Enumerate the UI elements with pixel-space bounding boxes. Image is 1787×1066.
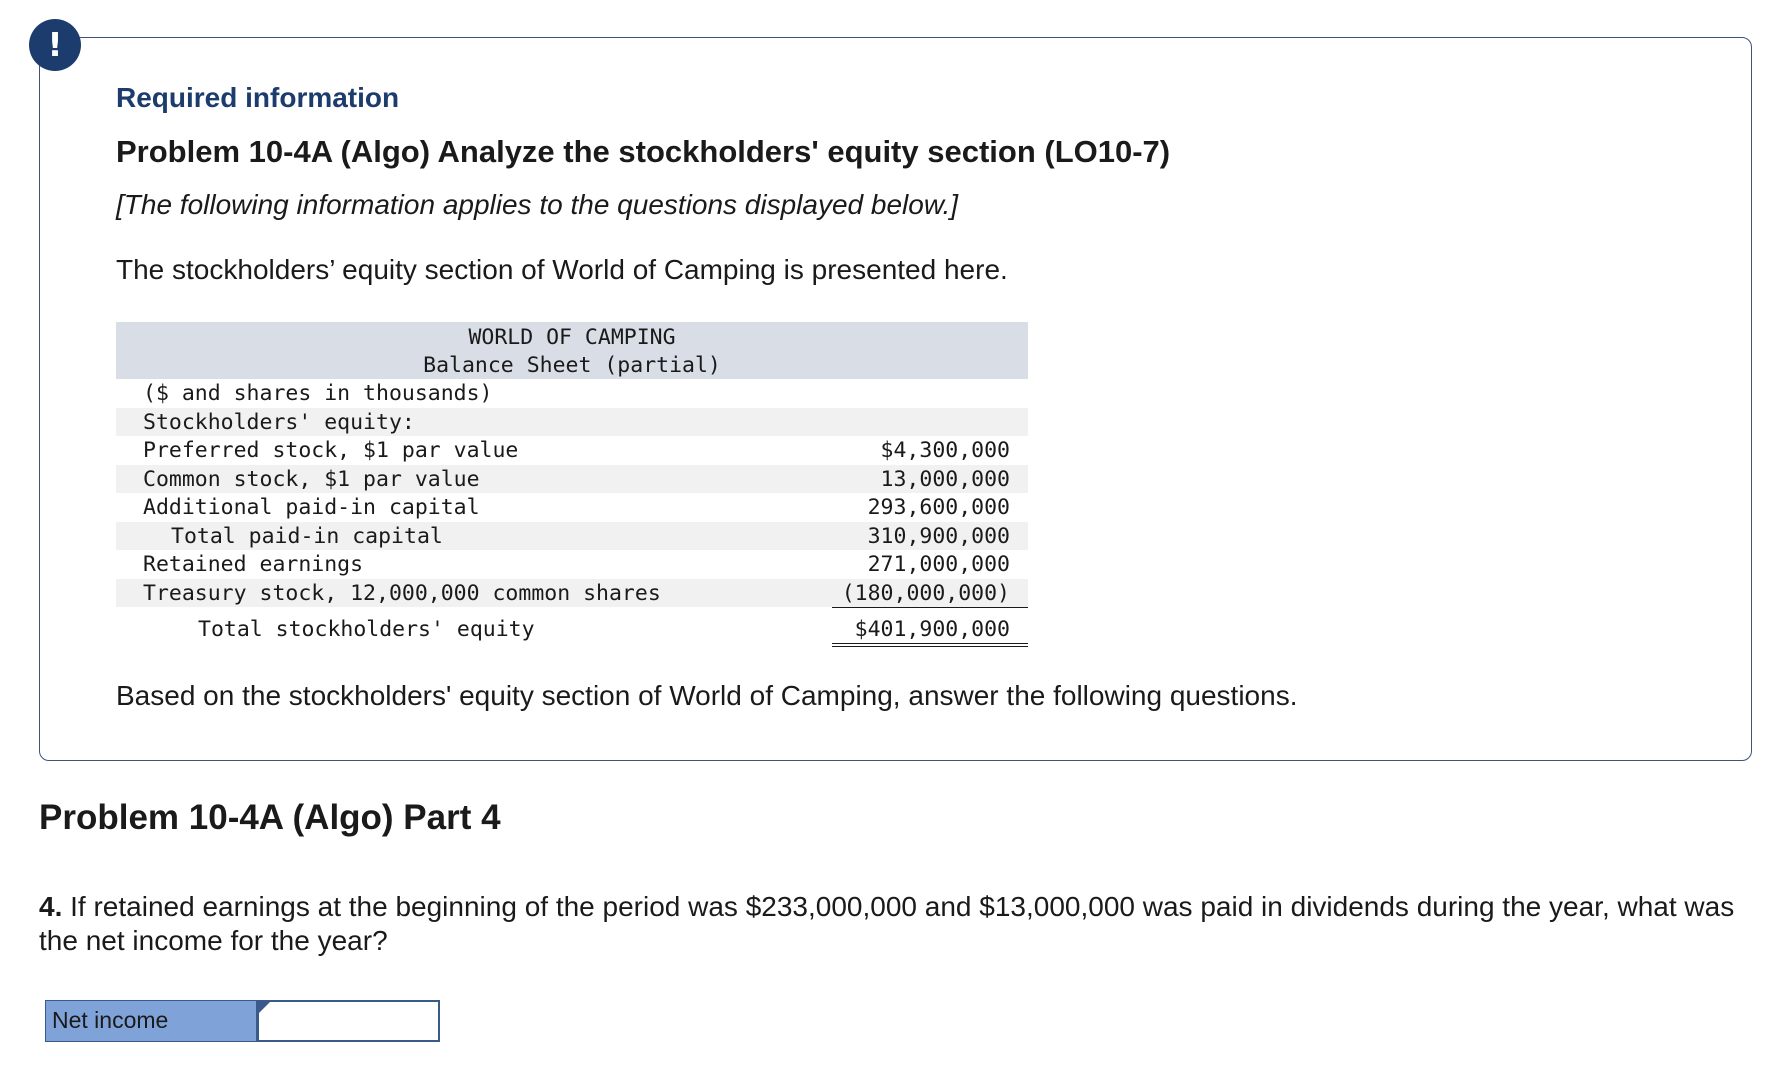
row-amount: (180,000,000) (841, 580, 1010, 606)
units-row (116, 379, 1028, 408)
total-row (116, 607, 1028, 647)
table-row (116, 493, 1028, 522)
net-income-input[interactable] (257, 1000, 440, 1042)
row-label: Common stock, $1 par value (143, 466, 480, 492)
row-amount: 271,000,000 (867, 552, 1010, 577)
based-on-text: Based on the stockholders' equity section of World of Camping, answer the following questions. (116, 680, 1298, 711)
balance-sheet-header (116, 322, 1028, 379)
row-amount: 293,600,000 (867, 495, 1010, 520)
row-label: Preferred stock, $1 par value (143, 438, 519, 463)
answer-row (45, 1000, 440, 1042)
units-label: ($ and shares in thousands) (143, 381, 493, 406)
required-info-heading: Required information (116, 82, 400, 113)
part-title: Problem 10-4A (Algo) Part 4 (39, 798, 501, 837)
table-row (116, 550, 1028, 579)
total-amount: $401,900,000 (854, 617, 1010, 642)
answer-wrap (257, 1000, 440, 1042)
row-amount: 310,900,000 (867, 523, 1010, 549)
table-row (116, 522, 1028, 551)
question-number: 4. (39, 891, 63, 922)
statement-subtitle: Balance Sheet (partial) (423, 353, 721, 378)
table-row (116, 579, 1028, 608)
total-double-underline (832, 643, 1028, 647)
company-name: WORLD OF CAMPING (468, 325, 676, 350)
row-label: Treasury stock, 12,000,000 common shares (143, 580, 661, 606)
row-amount: 13,000,000 (880, 466, 1010, 492)
problem-title: Problem 10-4A (Algo) Analyze the stockholders' equity section (LO10-7) (116, 134, 1171, 169)
section-row (116, 408, 1028, 437)
row-label: Total paid-in capital (171, 523, 443, 549)
row-label: Retained earnings (143, 552, 364, 577)
applies-note: [The following information applies to the questions displayed below.] (116, 189, 959, 220)
row-label: Additional paid-in capital (143, 495, 480, 520)
table-row (116, 465, 1028, 494)
table-row (116, 436, 1028, 465)
question-body: If retained earnings at the beginning of the period was $233,000,000 and $13,000,000 was paid in dividends during the year, what was the net income for the year? (39, 891, 1735, 956)
net-income-label: Net income (45, 1000, 257, 1042)
alert-icon: ! (29, 19, 81, 71)
total-label: Total stockholders' equity (198, 617, 535, 642)
row-amount: $4,300,000 (880, 438, 1010, 463)
balance-sheet-table (116, 322, 1028, 647)
intro-text: The stockholders’ equity section of World of Camping is presented here. (116, 254, 1008, 285)
section-label: Stockholders' equity: (143, 409, 415, 435)
question-text (39, 890, 1739, 958)
